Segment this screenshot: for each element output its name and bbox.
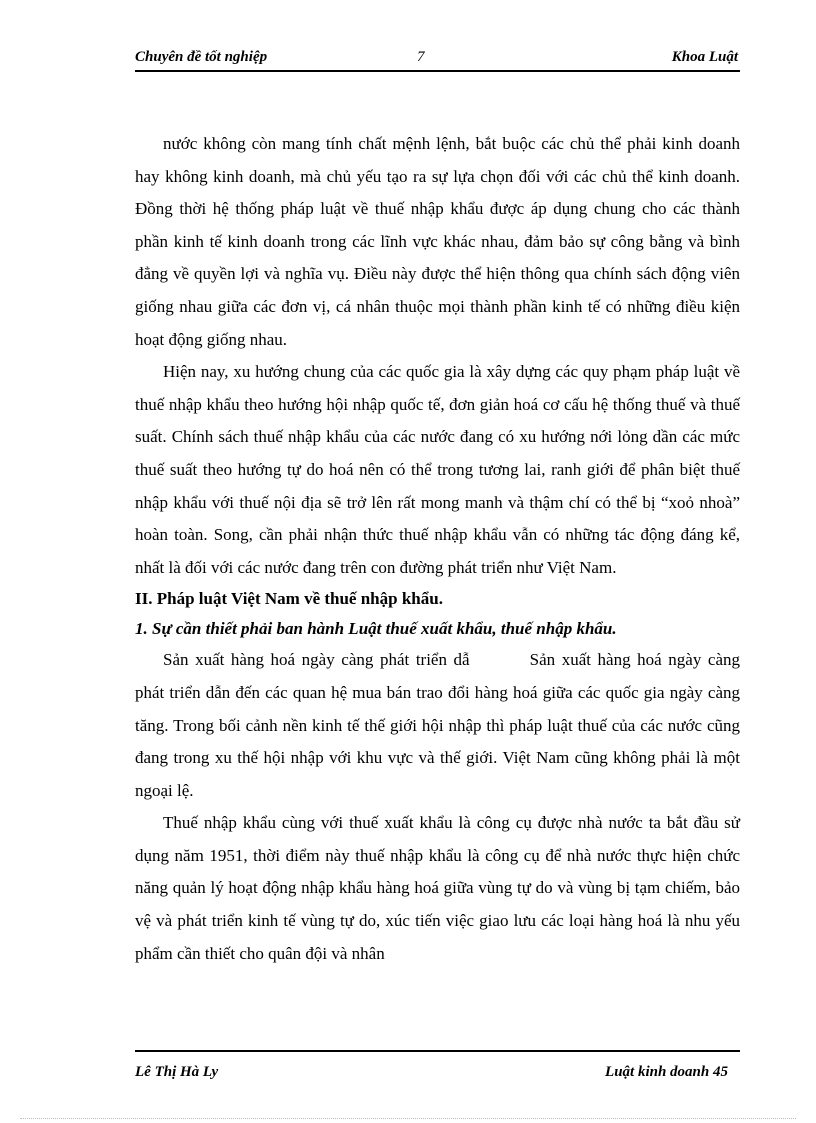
subsection-heading: 1. Sự cần thiết phải ban hành Luật thuế xuất khẩu, thuế nhập khẩu. xyxy=(135,619,617,639)
header-document-type: Chuyên đề tốt nghiệp xyxy=(135,49,268,65)
section-heading: II. Pháp luật Việt Nam về thuế nhập khẩu. xyxy=(135,589,443,609)
footer-class: Luật kinh doanh 45 xyxy=(605,1064,728,1080)
paragraph-4: Thuế nhập khẩu cùng với thuế xuất khẩu là công cụ được nhà nước ta bắt đầu sử dụng năm 1951, thời điểm này thuế nhập khẩu là công cụ để nhà nước thực hiện chức năng quản lý hoạt động nhập khẩu hàng hoá giữa vùng tự do và vùng bị tạm chiếm, bảo vệ và phát triển kinh tế vùng tự do, xúc tiến việc giao lưu các loại hàng hoá là nhu yếu phẩm cần thiết cho quân đội và nhân xyxy=(135,813,740,963)
page-footer xyxy=(135,1050,740,1082)
paragraph-2: Hiện nay, xu hướng chung của các quốc gia là xây dựng các quy phạm pháp luật về thuế nhập khẩu theo hướng hội nhập quốc tế, đơn giản hoá cơ cấu hệ thống thuế và thuế suất. Chính sách thuế nhập khẩu của các nước đang có xu hướng nới lỏng dần các mức thuế suất theo hướng tự do hoá nên có thể trong tương lai, ranh giới để phân biệt thuế nhập khẩu với thuế nội địa sẽ trở lên rất mong manh và thậm chí có thể bị “xoỏ nhoà” hoàn toàn. Song, cần phải nhận thức thuế nhập khẩu vẫn có những tác động đáng kể, nhất là đối với các nước đang trên con đường phát triển như Việt Nam. xyxy=(135,362,740,577)
paragraph-1: nước không còn mang tính chất mệnh lệnh, bắt buộc các chủ thể phải kinh doanh hay không kinh doanh, mà chủ yếu tạo ra sự lựa chọn đối với các chủ thể kinh doanh. Đồng thời hệ thống pháp luật về thuế nhập khẩu được áp dụng chung cho các thành phần kinh tế kinh doanh trong các lĩnh vực khác nhau, đảm bảo sự công bằng và bình đẳng về quyền lợi và nghĩa vụ. Điều này được thể hiện thông qua chính sách động viên giống nhau giữa các đơn vị, cá nhân thuộc mọi thành phần kinh tế có những điều kiện hoạt động giống nhau. xyxy=(135,134,740,349)
page-bottom-border xyxy=(20,1118,796,1119)
page-number: 7 xyxy=(417,49,425,65)
page-header xyxy=(135,48,740,72)
footer-author: Lê Thị Hà Ly xyxy=(135,1064,219,1080)
paragraph-3-fragment: Sản xuất hàng hoá ngày càng phát triển dẫ xyxy=(163,650,470,670)
paragraph-3 xyxy=(135,644,740,807)
paragraph-3-text: Sản xuất hàng hoá ngày càng phát triển dẫn đến các quan hệ mua bán trao đổi hàng hoá giữa các quốc gia ngày càng tăng. Trong bối cảnh nền kinh tế thế giới hội nhập thì pháp luật thuế của các nước cũng đang trong xu thế hội nhập với khu vực và thế giới. Việt Nam cũng không phải là một ngoại lệ. xyxy=(135,650,741,800)
page-body xyxy=(135,128,740,970)
header-faculty: Khoa Luật xyxy=(671,49,738,65)
